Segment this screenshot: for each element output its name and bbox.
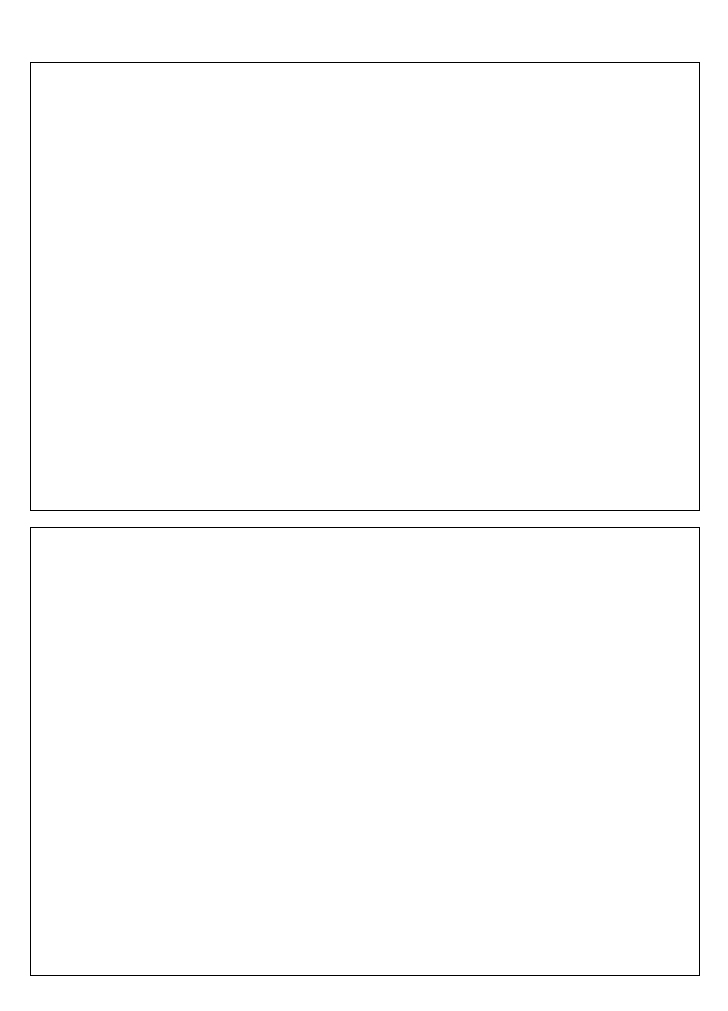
calendar-table-jan-jun <box>30 62 700 511</box>
footer-copyright <box>32 978 46 988</box>
calendar-table-jul-dec <box>30 527 700 976</box>
